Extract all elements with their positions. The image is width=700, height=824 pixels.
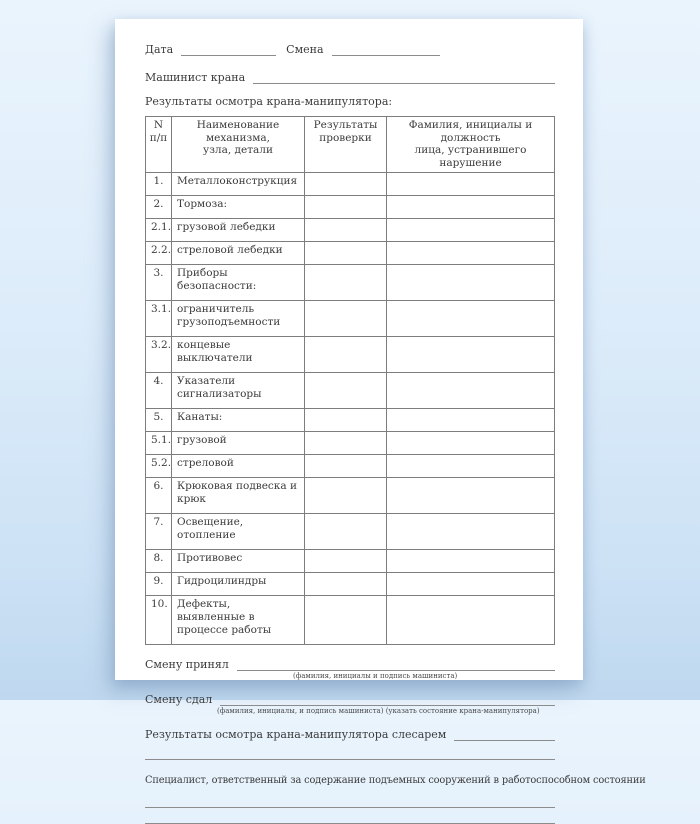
row-person	[387, 514, 555, 550]
row-item-name: Противовес	[172, 550, 305, 573]
table-row	[146, 173, 555, 196]
row-number: 2.	[146, 196, 172, 219]
row-item-name: Освещение, отопление	[172, 514, 305, 550]
shift-accepted-note: (фамилия, инициалы и подпись машиниста)	[293, 672, 458, 680]
table-row	[146, 409, 555, 432]
table-row	[146, 432, 555, 455]
table-row	[146, 265, 555, 301]
shift-blank-line	[332, 44, 440, 56]
specialist-blank-line-1	[145, 807, 555, 808]
table-row	[146, 242, 555, 265]
document-page	[115, 19, 646, 786]
row-person	[387, 242, 555, 265]
row-item-name: грузовой лебедки	[172, 219, 305, 242]
inspection-table-header	[146, 117, 555, 173]
table-row	[146, 337, 555, 373]
shift-handed-blank-line	[220, 694, 555, 706]
row-person	[387, 173, 555, 196]
header-num: N п/п	[146, 117, 172, 173]
row-number: 1.	[146, 173, 172, 196]
row-item-name: Канаты:	[172, 409, 305, 432]
row-person	[387, 596, 555, 645]
row-item-name: Гидроцилиндры	[172, 573, 305, 596]
table-row	[146, 514, 555, 550]
row-number: 6.	[146, 478, 172, 514]
inspection-table-title: Результаты осмотра крана-манипулятора:	[145, 95, 393, 108]
date-blank-line	[181, 44, 276, 56]
row-person	[387, 373, 555, 409]
row-number: 4.	[146, 373, 172, 409]
row-number: 3.2.	[146, 337, 172, 373]
row-number: 5.2.	[146, 455, 172, 478]
row-number: 9.	[146, 573, 172, 596]
table-row	[146, 455, 555, 478]
row-item-name: Тормоза:	[172, 196, 305, 219]
mechanic-results-blank-line	[454, 729, 555, 741]
table-row	[146, 373, 555, 409]
row-person	[387, 409, 555, 432]
row-check-result	[305, 596, 387, 645]
inspection-table-body	[146, 173, 555, 645]
header-item-name: Наименование механизма, узла, детали	[172, 117, 305, 173]
shift-accepted-blank-line	[237, 659, 555, 671]
row-item-name: ограничитель грузоподъемности	[172, 301, 305, 337]
row-check-result	[305, 455, 387, 478]
table-row	[146, 301, 555, 337]
row-person	[387, 337, 555, 373]
table-row	[146, 596, 555, 645]
row-check-result	[305, 432, 387, 455]
table-row	[146, 550, 555, 573]
row-item-name: концевые выключатели	[172, 337, 305, 373]
row-number: 10.	[146, 596, 172, 645]
row-person	[387, 219, 555, 242]
date-label: Дата	[145, 43, 174, 56]
row-number: 2.1.	[146, 219, 172, 242]
row-check-result	[305, 196, 387, 219]
shift-accepted-row	[145, 658, 555, 671]
header-check-result: Результаты проверки	[305, 117, 387, 173]
shift-label: Смена	[286, 43, 324, 56]
row-number: 5.	[146, 409, 172, 432]
row-item-name: стреловой	[172, 455, 305, 478]
shift-accepted-label: Смену принял	[145, 658, 229, 671]
header-person: Фамилия, инициалы и должность лица, устранившего нарушение	[387, 117, 555, 173]
row-check-result	[305, 514, 387, 550]
row-check-result	[305, 373, 387, 409]
table-row	[146, 573, 555, 596]
row-check-result	[305, 301, 387, 337]
row-person	[387, 478, 555, 514]
row-item-name: Дефекты, выявленные в процессе работы	[172, 596, 305, 645]
row-number: 3.1.	[146, 301, 172, 337]
shift-handed-note: (фамилия, инициалы, и подпись машиниста) (указать состояние крана-манипулятора)	[217, 707, 540, 715]
row-check-result	[305, 409, 387, 432]
row-person	[387, 573, 555, 596]
shift-handed-row	[145, 693, 555, 706]
document-content	[115, 19, 646, 824]
crane-operator-blank-line	[253, 72, 555, 84]
date-shift-row	[145, 43, 555, 56]
row-person	[387, 301, 555, 337]
table-row	[146, 478, 555, 514]
table-row	[146, 196, 555, 219]
row-person	[387, 550, 555, 573]
crane-operator-row	[145, 71, 555, 84]
row-check-result	[305, 337, 387, 373]
shift-handed-label: Смену сдал	[145, 693, 213, 706]
row-check-result	[305, 219, 387, 242]
row-item-name: Приборы безопасности:	[172, 265, 305, 301]
row-check-result	[305, 242, 387, 265]
row-person	[387, 265, 555, 301]
row-check-result	[305, 265, 387, 301]
inspection-table	[145, 116, 555, 645]
row-item-name: Крюковая подвеска и крюк	[172, 478, 305, 514]
row-number: 7.	[146, 514, 172, 550]
mechanic-results-continuation-line	[145, 759, 555, 760]
table-row	[146, 219, 555, 242]
row-person	[387, 196, 555, 219]
row-number: 8.	[146, 550, 172, 573]
row-person	[387, 455, 555, 478]
crane-operator-label: Машинист крана	[145, 71, 246, 84]
row-item-name: стреловой лебедки	[172, 242, 305, 265]
row-check-result	[305, 173, 387, 196]
mechanic-results-row	[145, 728, 555, 741]
row-check-result	[305, 478, 387, 514]
row-check-result	[305, 573, 387, 596]
row-item-name: Металлоконструкция	[172, 173, 305, 196]
row-check-result	[305, 550, 387, 573]
row-number: 2.2.	[146, 242, 172, 265]
specialist-label: Специалист, ответственный за содержание подъемных сооружений в работоспособном состоянии	[145, 775, 646, 786]
row-person	[387, 432, 555, 455]
row-item-name: Указатели сигнализаторы	[172, 373, 305, 409]
row-number: 3.	[146, 265, 172, 301]
row-number: 5.1.	[146, 432, 172, 455]
row-item-name: грузовой	[172, 432, 305, 455]
mechanic-results-label: Результаты осмотра крана-манипулятора слесарем	[145, 728, 447, 741]
